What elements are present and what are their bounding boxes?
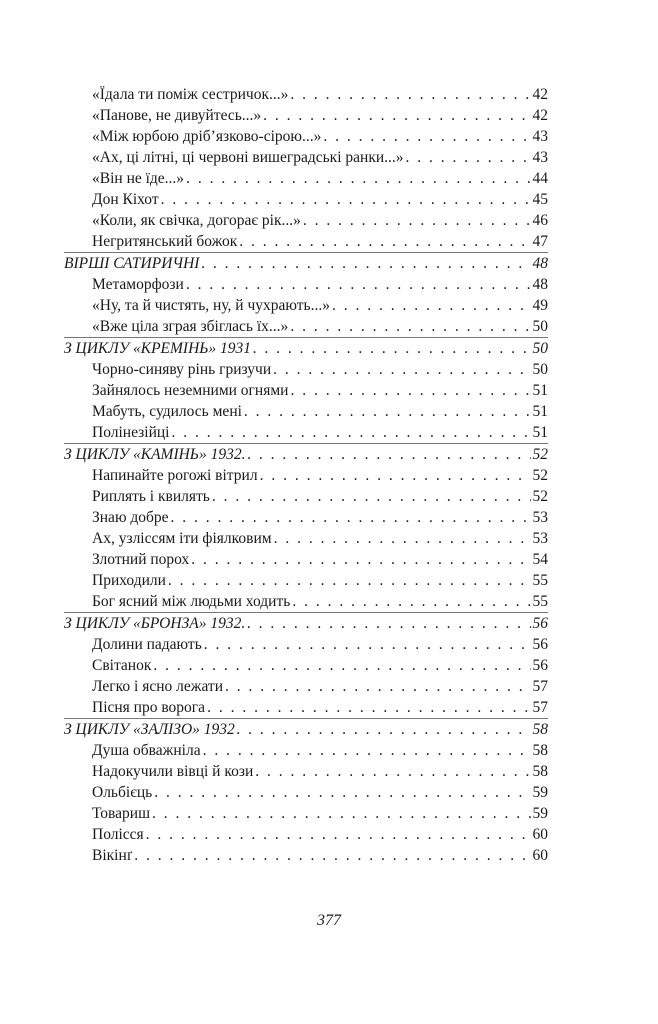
dot-leader	[207, 697, 530, 718]
toc-entry-title: Товариш	[92, 805, 151, 822]
dot-leader	[204, 634, 531, 655]
toc-entry-title: Полінезійці	[92, 424, 170, 441]
toc-section-heading	[64, 253, 548, 274]
toc-entry-title: Душа обважніла	[92, 742, 201, 759]
toc-entry-title: ВІРШІ САТИРИЧНІ	[64, 255, 200, 272]
toc-group	[64, 443, 548, 612]
toc-entry-title: Метаморфози	[92, 276, 184, 293]
toc-entry-title: Риплять і квилять	[92, 488, 210, 505]
toc-entry-page: 43	[532, 128, 548, 145]
toc-entry	[64, 274, 548, 295]
table-of-contents	[64, 84, 548, 866]
dot-leader	[186, 274, 531, 295]
toc-entry	[64, 507, 548, 528]
toc-entry	[64, 84, 548, 105]
toc-entry	[64, 380, 548, 401]
toc-entry-title: Чорно-синяву рінь гризучи	[92, 361, 272, 378]
dot-leader	[290, 380, 530, 401]
toc-entry	[64, 845, 548, 866]
dot-leader	[186, 168, 530, 189]
toc-entry-title: З ЦИКЛУ «КАМІНЬ» 1932.	[64, 446, 246, 463]
dot-leader	[171, 422, 530, 443]
toc-entry-page: 50	[532, 318, 548, 335]
dot-leader	[332, 295, 531, 316]
toc-section-heading	[64, 719, 548, 740]
toc-entry	[64, 231, 548, 252]
toc-entry-title: Приходили	[92, 572, 166, 589]
toc-entry-page: 49	[532, 297, 548, 314]
toc-entry-page: 55	[532, 572, 548, 589]
toc-entry-title: Мабуть, судилось мені	[92, 403, 242, 420]
dot-leader	[303, 210, 531, 231]
toc-entry	[64, 591, 548, 612]
toc-entry	[64, 740, 548, 761]
dot-leader	[168, 570, 531, 591]
toc-entry-page: 43	[532, 149, 548, 166]
toc-entry-title: Полісся	[92, 826, 144, 843]
toc-entry	[64, 359, 548, 380]
toc-entry-title: «Коли, як свічка, догорає рік...»	[92, 212, 301, 229]
dot-leader	[406, 147, 531, 168]
toc-entry	[64, 486, 548, 507]
toc-entry-page: 46	[532, 212, 548, 229]
toc-entry-title: Ах, узліссям іти фіялковим	[92, 530, 272, 547]
toc-entry	[64, 105, 548, 126]
toc-entry-page: 56	[532, 615, 548, 632]
dot-leader	[225, 676, 531, 697]
toc-entry-page: 53	[532, 509, 548, 526]
toc-entry-page: 52	[532, 446, 548, 463]
dot-leader	[247, 444, 530, 465]
toc-entry	[64, 782, 548, 803]
dot-leader	[263, 105, 530, 126]
toc-entry	[64, 147, 548, 168]
toc-entry-page: 60	[532, 826, 548, 843]
toc-entry	[64, 549, 548, 570]
page-number: 377	[317, 912, 341, 929]
dot-leader	[212, 486, 531, 507]
dot-leader	[244, 401, 531, 422]
toc-entry	[64, 210, 548, 231]
toc-entry-title: «Панове, не дивуйтесь...»	[92, 107, 262, 124]
toc-entry-title: Пісня про ворога	[92, 699, 206, 716]
toc-entry-page: 42	[532, 86, 548, 103]
toc-entry-page: 56	[532, 636, 548, 653]
dot-leader	[274, 528, 531, 549]
toc-entry	[64, 295, 548, 316]
toc-entry-page: 58	[532, 763, 548, 780]
toc-entry-page: 56	[532, 657, 548, 674]
toc-entry-page: 52	[532, 467, 548, 484]
toc-entry-page: 58	[532, 742, 548, 759]
toc-entry-page: 48	[532, 255, 548, 272]
toc-entry-title: «Вже ціла зграя збіглась їх...»	[92, 318, 289, 335]
toc-entry-page: 55	[532, 593, 548, 610]
dot-leader	[290, 84, 530, 105]
toc-entry-page: 50	[532, 340, 548, 357]
dot-leader	[253, 338, 530, 359]
toc-entry-page: 47	[532, 233, 548, 250]
toc-entry-title: «Їдала ти поміж сестричок...»	[92, 86, 289, 103]
dot-leader	[191, 549, 530, 570]
dot-leader	[161, 189, 531, 210]
toc-entry-title: Знаю добре	[92, 509, 169, 526]
dot-leader	[152, 803, 530, 824]
toc-entry-title: Злотний порох	[92, 551, 190, 568]
toc-entry	[64, 316, 548, 337]
dot-leader	[201, 253, 530, 274]
toc-entry-page: 54	[532, 551, 548, 568]
dot-leader	[171, 507, 531, 528]
toc-entry-title: Зайнялось неземними огнями	[92, 382, 289, 399]
toc-entry-title: З ЦИКЛУ «КРЕМІНЬ» 1931	[64, 340, 252, 357]
toc-entry-title: «Ах, ці літні, ці червоні вишеградські ранки...»	[92, 149, 404, 166]
toc-entry-page: 57	[532, 699, 548, 716]
toc-entry	[64, 655, 548, 676]
toc-entry-page: 59	[532, 805, 548, 822]
toc-entry-page: 50	[532, 361, 548, 378]
toc-group	[64, 337, 548, 443]
toc-group	[64, 612, 548, 718]
dot-leader	[237, 719, 531, 740]
toc-entry	[64, 168, 548, 189]
toc-entry-title: «Він не їде...»	[92, 170, 185, 187]
toc-section-heading	[64, 613, 548, 634]
toc-group	[64, 718, 548, 866]
toc-group	[64, 252, 548, 337]
dot-leader	[292, 591, 530, 612]
toc-entry-page: 51	[532, 382, 548, 399]
dot-leader	[260, 465, 531, 486]
toc-entry	[64, 401, 548, 422]
toc-entry	[64, 528, 548, 549]
toc-entry-title: З ЦИКЛУ «БРОНЗА» 1932.	[64, 615, 246, 632]
dot-leader	[153, 655, 530, 676]
toc-entry-title: З ЦИКЛУ «ЗАЛІЗО» 1932	[64, 721, 235, 738]
toc-entry-page: 51	[532, 403, 548, 420]
toc-section-heading	[64, 444, 548, 465]
toc-entry	[64, 422, 548, 443]
toc-entry-title: Бог ясний між людьми ходить	[92, 593, 291, 610]
dot-leader	[239, 231, 530, 252]
toc-entry	[64, 570, 548, 591]
dot-leader	[290, 316, 530, 337]
toc-entry-page: 52	[532, 488, 548, 505]
toc-entry-title: Вікінґ	[92, 847, 133, 864]
toc-entry-page: 42	[532, 107, 548, 124]
toc-entry-title: «Ну, та й чистять, ну, й чухрають...»	[92, 297, 330, 314]
toc-group	[64, 84, 548, 252]
toc-section-heading	[64, 338, 548, 359]
toc-entry-page: 51	[532, 424, 548, 441]
toc-entry-page: 48	[532, 276, 548, 293]
toc-entry-title: Напинайте рогожі вітрил	[92, 467, 258, 484]
toc-entry-title: Негритянський божок	[92, 233, 238, 250]
toc-entry	[64, 803, 548, 824]
toc-entry-title: «Між юрбою дріб’язково-сірою...»	[92, 128, 322, 145]
dot-leader	[134, 845, 530, 866]
toc-entry-page: 59	[532, 784, 548, 801]
dot-leader	[203, 740, 531, 761]
toc-entry-page: 45	[532, 191, 548, 208]
toc-entry	[64, 824, 548, 845]
dot-leader	[273, 359, 530, 380]
toc-entry-title: Світанок	[92, 657, 152, 674]
toc-entry-page: 58	[532, 721, 548, 738]
toc-entry-page: 60	[532, 847, 548, 864]
dot-leader	[247, 613, 530, 634]
dot-leader	[146, 824, 531, 845]
toc-entry-title: Надокучили вівці й кози	[92, 763, 254, 780]
toc-entry	[64, 126, 548, 147]
toc-entry	[64, 761, 548, 782]
dot-leader	[323, 126, 530, 147]
toc-entry	[64, 697, 548, 718]
toc-entry-page: 53	[532, 530, 548, 547]
toc-entry	[64, 634, 548, 655]
toc-entry-page: 44	[532, 170, 548, 187]
toc-entry	[64, 465, 548, 486]
toc-entry-page: 57	[532, 678, 548, 695]
dot-leader	[255, 761, 530, 782]
toc-entry-title: Долини падають	[92, 636, 202, 653]
toc-entry-title: Легко і ясно лежати	[92, 678, 223, 695]
toc-entry	[64, 189, 548, 210]
toc-entry-title: Ольбієць	[92, 784, 153, 801]
dot-leader	[154, 782, 530, 803]
toc-entry	[64, 676, 548, 697]
toc-entry-title: Дон Кіхот	[92, 191, 159, 208]
